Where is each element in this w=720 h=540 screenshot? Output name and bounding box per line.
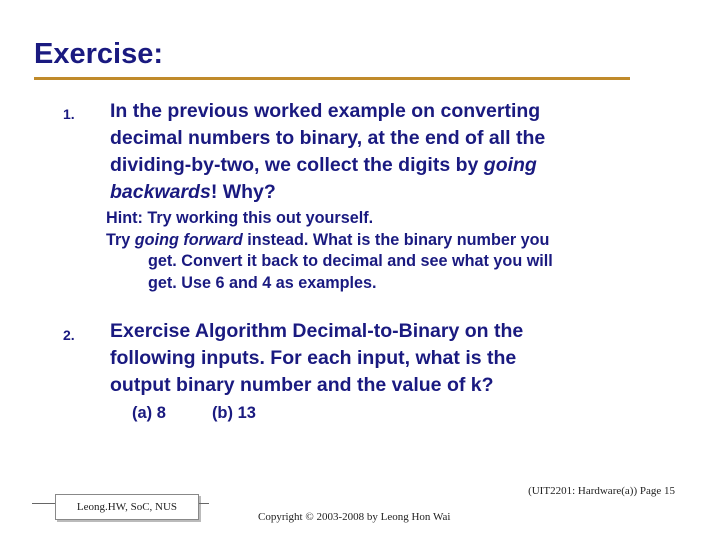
hint-line-1: Hint: Try working this out yourself. xyxy=(106,209,374,227)
input-b: (b) 13 xyxy=(211,404,256,422)
copyright-notice: Copyright © 2003-2008 by Leong Hon Wai xyxy=(258,511,451,523)
input-a: (a) 8 xyxy=(132,404,166,422)
hint-line-4: get. Use 6 and 4 as examples. xyxy=(148,273,377,292)
title-underline xyxy=(34,77,630,80)
item-2-line-1: Exercise Algorithm Decimal-to-Binary on the xyxy=(110,320,524,342)
item-number-2: 2. xyxy=(63,327,75,343)
item-2-text xyxy=(110,318,523,399)
slide-title: Exercise: xyxy=(34,38,163,70)
item-2-line-3: output binary number and the value of k? xyxy=(110,374,494,396)
item-1-emphasis-going: going xyxy=(483,154,537,176)
item-1-line-1: In the previous worked example on converting xyxy=(110,100,541,122)
hint-emphasis: going forward xyxy=(134,230,243,249)
footer-divider-right xyxy=(199,503,209,504)
hint-line-3: get. Convert it back to decimal and see what you will xyxy=(148,252,553,270)
exercise-inputs xyxy=(132,404,256,423)
footer-divider-left xyxy=(32,503,55,504)
hint-line-2-post: instead. What is the binary number you xyxy=(242,230,550,249)
hint-block xyxy=(106,208,553,294)
item-1-line-3: dividing-by-two, we collect the digits by xyxy=(110,154,484,176)
item-1-text xyxy=(110,98,545,206)
item-2-line-2: following inputs. For each input, what is the xyxy=(110,347,517,369)
item-1-line-2: decimal numbers to binary, at the end of all the xyxy=(110,127,546,149)
item-1-emphasis-backwards: backwards xyxy=(110,181,211,203)
item-number-1: 1. xyxy=(63,106,75,122)
item-1-line-4-end: ! Why? xyxy=(210,181,276,203)
page-reference: (UIT2201: Hardware(a)) Page 15 xyxy=(528,485,675,497)
hint-line-2-pre: Try xyxy=(106,230,135,249)
author-box: Leong.HW, SoC, NUS xyxy=(55,494,199,520)
